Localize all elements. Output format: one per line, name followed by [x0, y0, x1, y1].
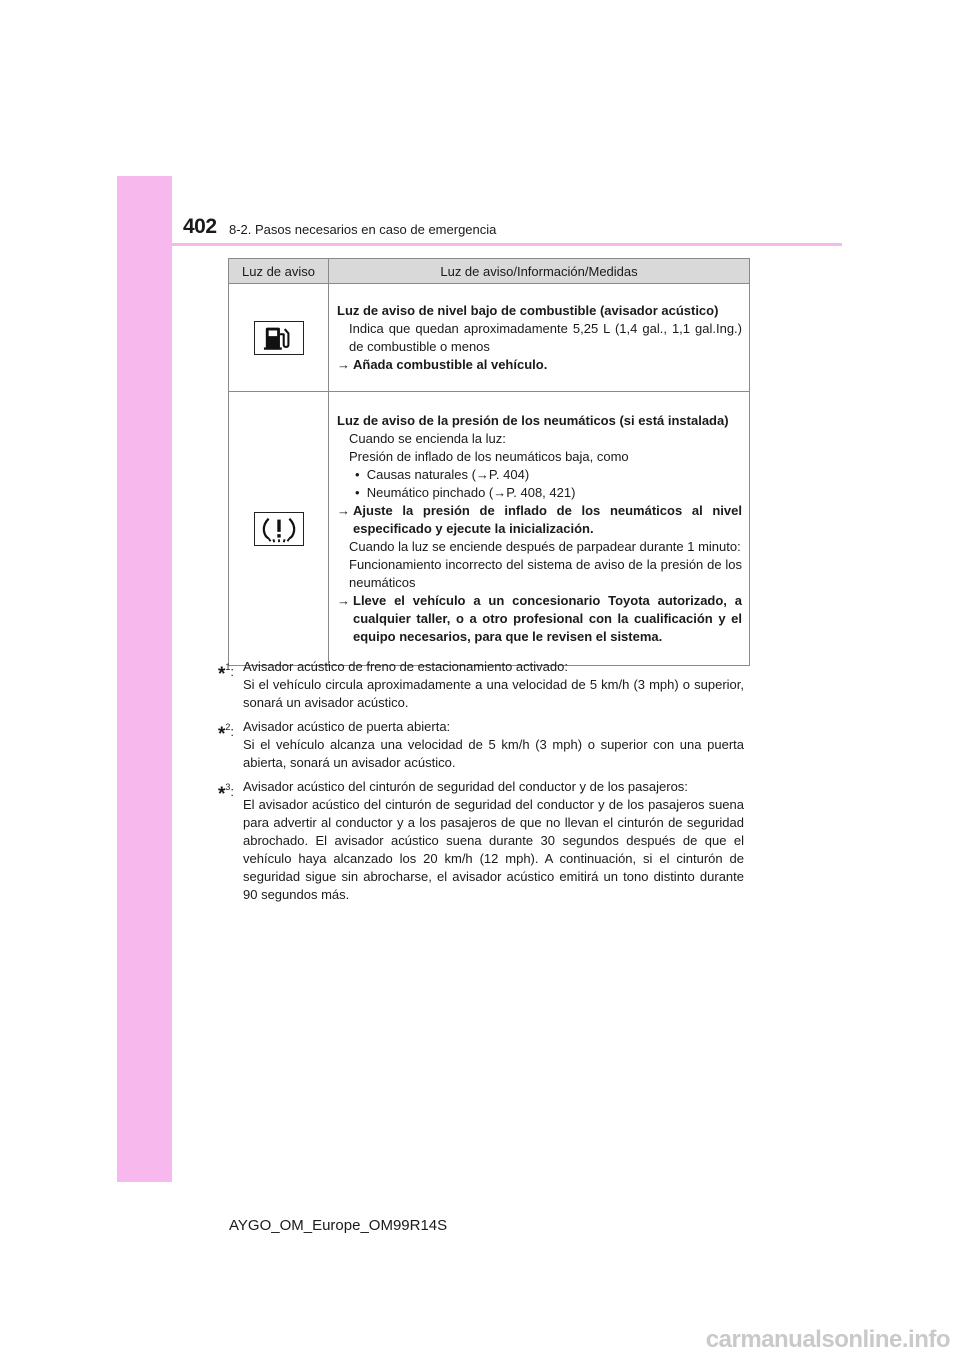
- bullet-symbol: •: [355, 466, 360, 482]
- footnotes: [218, 658, 744, 910]
- footnote-marker: *$^3$:: [218, 782, 235, 805]
- footnote-item: [218, 778, 744, 904]
- action-text: Lleve el vehículo a un concesionario Toyota autorizado, a cualquier taller, o a otro profesional con la cualificación y el equipo necesarios, para que le revisen el sistema.: [353, 592, 742, 644]
- description-text: Funcionamiento incorrecto del sistema de aviso de la presión de los neumáticos: [349, 556, 742, 590]
- column-header-info: Luz de aviso/Información/Medidas: [329, 259, 750, 284]
- arrow-symbol: →: [337, 592, 350, 608]
- bullet-item: [337, 466, 742, 484]
- footnote-number: 2: [225, 722, 231, 732]
- arrow-symbol: →: [493, 484, 507, 500]
- warning-title: Luz de aviso de nivel bajo de combustible (avisador acústico): [337, 302, 719, 318]
- footnote-number: 1: [225, 662, 231, 672]
- description-text: Presión de inflado de los neumáticos baja, como: [349, 448, 629, 464]
- side-color-band: [117, 176, 172, 1182]
- table-row-fuel: [229, 284, 750, 392]
- watermark: carmanualsonline.info: [705, 1326, 950, 1353]
- footnote-text: Si el vehículo alcanza una velocidad de 5 km/h (3 mph) o superior con una puerta abierta, sonará un avisador acústico.: [243, 737, 744, 770]
- action-text: Añada combustible al vehículo.: [353, 356, 548, 372]
- icon-cell: [229, 392, 329, 666]
- footnote-body: [243, 658, 744, 712]
- fuel-warning-description: [329, 284, 750, 392]
- fuel-pump-icon: [254, 321, 304, 355]
- action-line: [337, 502, 742, 538]
- action-line: [337, 592, 742, 646]
- condition-text: Cuando se encienda la luz:: [349, 430, 506, 446]
- tire-pressure-icon: [254, 512, 304, 546]
- bullet-item: [337, 484, 742, 502]
- footnote-marker: *$^1$:: [218, 662, 235, 685]
- arrow-symbol: →: [337, 502, 350, 518]
- bullet-text: Causas naturales (: [366, 466, 476, 482]
- column-header-light: Luz de aviso: [229, 259, 329, 284]
- footnote-text: Si el vehículo circula aproximadamente a una velocidad de 5 km/h (3 mph) o superior, sonará un avisador acústico.: [243, 677, 744, 710]
- action-line: [337, 356, 742, 374]
- warning-title: Luz de aviso de la presión de los neumáticos (si está instalada): [337, 412, 729, 428]
- table-header-row: [229, 259, 750, 284]
- footnote-body: [243, 718, 744, 772]
- page-reference-link[interactable]: P. 404): [488, 466, 530, 482]
- document-code: AYGO_OM_Europe_OM99R14S: [229, 1217, 448, 1234]
- footnote-title: Avisador acústico de freno de estacionamiento activado:: [243, 659, 568, 674]
- footnote-body: [243, 778, 744, 904]
- bullet-symbol: •: [355, 484, 360, 500]
- header-rule: [117, 243, 842, 246]
- footnote-item: [218, 718, 744, 772]
- warning-light-table: [228, 258, 750, 666]
- footnote-item: [218, 658, 744, 712]
- footnote-text: El avisador acústico del cinturón de seguridad del conductor y de los pasajeros suena para advertir al conductor y a los pasajeros de que no llevan el cinturón de seguridad abrochado. El avisador acústico suena durante 30 segundos después de que el vehículo haya alcanzado los 20 km/h (12 mph). A continuación, si el cinturón de seguridad sigue sin abrocharse, el avisador acústico emitirá un tono distinto durante 90 segundos más.: [243, 797, 744, 902]
- footnote-marker: *$^2$:: [218, 722, 235, 745]
- arrow-symbol: →: [475, 466, 489, 482]
- icon-cell: [229, 284, 329, 392]
- footnote-title: Avisador acústico del cinturón de seguridad del conductor y de los pasajeros:: [243, 779, 688, 794]
- section-title: 8-2. Pasos necesarios en caso de emergencia: [229, 222, 497, 237]
- bullet-text: Neumático pinchado (: [366, 484, 494, 500]
- action-text: Ajuste la presión de inflado de los neumáticos al nivel especificado y ejecute la inicialización.: [353, 502, 742, 536]
- tire-pressure-warning-description: [329, 392, 750, 666]
- warning-description: Indica que quedan aproximadamente 5,25 L (1,4 gal., 1,1 gal.Ing.) de combustible o menos: [349, 320, 742, 354]
- page-number: 402: [183, 215, 217, 238]
- footnote-number: 3: [225, 782, 231, 792]
- page-reference-link[interactable]: P. 408, 421): [506, 484, 576, 500]
- table-row-tire-pressure: [229, 392, 750, 666]
- footnote-title: Avisador acústico de puerta abierta:: [243, 719, 451, 734]
- condition-text: Cuando la luz se enciende después de parpadear durante 1 minuto:: [349, 538, 741, 554]
- arrow-symbol: →: [337, 356, 350, 372]
